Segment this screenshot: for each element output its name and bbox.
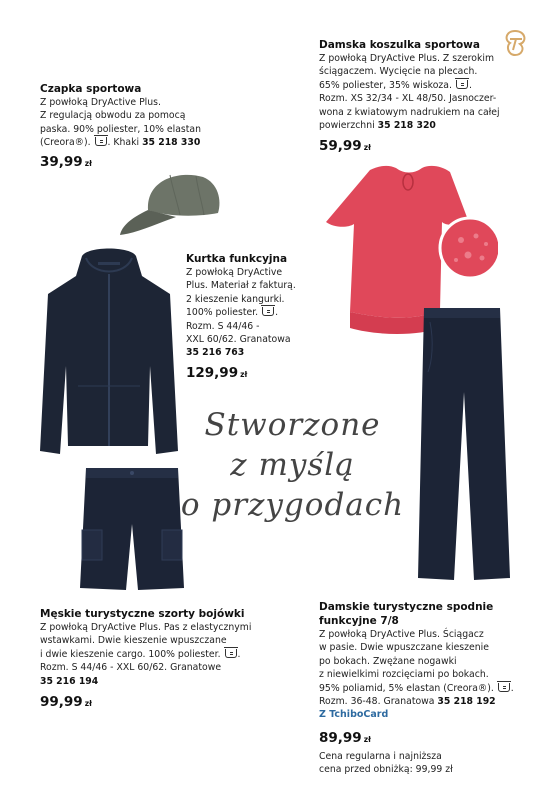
pants-image	[408, 302, 518, 584]
wash-icon	[225, 649, 237, 658]
slogan-line2: z myślą	[230, 447, 355, 483]
pants-info	[319, 600, 544, 777]
jacket-image	[38, 246, 180, 458]
shorts-name: Męskie turystyczne szorty bojówki	[40, 608, 245, 620]
cap-image	[118, 165, 230, 240]
cap-code: 35 218 330	[142, 137, 201, 149]
pants-description: Z powłoką DryActive Plus. Ściągacz w pasie. Dwie wpuszczane kieszenie po bokach. Zwężane nogawki z niewielkimi rozcięciami po bokach. 95% poliamid, 5% elastan (Creora®). . Rozm. 36-48. Granatowa 35 218 192 Z TchiboCard	[319, 628, 544, 722]
jacket-price: 129,99 zł	[186, 364, 248, 381]
pants-price: 89,99 zł	[319, 729, 371, 746]
shirt-description: Z powłoką DryActive Plus. Z szerokim ściągaczem. Wycięcie na plecach. 65% poliester, 35% wiskoza. . Rozm. XS 32/34 - XL 48/50. Jasnoczer- wona z kwiatowym nadrukiem na całej powierzchni 35 218 320	[319, 53, 500, 132]
wash-icon	[262, 307, 274, 316]
shirt-code: 35 218 320	[377, 120, 436, 132]
jacket-name: Kurtka funkcyjna	[186, 253, 288, 265]
shorts-description: Z powłoką DryActive Plus. Pas z elastycznymi wstawkami. Dwie kieszenie wpuszczane i dwie kieszenie cargo. 100% poliester. . Rozm. S 44/46 - XXL 60/62. Granatowe 35 216 194	[40, 621, 280, 688]
cap-info	[40, 82, 240, 172]
wash-icon	[498, 683, 510, 692]
cap-price: 39,99 zł	[40, 153, 92, 170]
cap-description: Z powłoką DryActive Plus. Z regulacją obwodu za pomocą paska. 90% poliester, 10% elastan (Creora®). . Khaki 35 218 330	[40, 97, 202, 149]
wash-icon	[456, 80, 468, 89]
slogan	[170, 405, 415, 525]
shorts-image	[78, 464, 186, 594]
shorts-price: 99,99 zł	[40, 694, 92, 711]
jacket-info	[186, 252, 316, 383]
cap-name: Czapka sportowa	[40, 83, 142, 95]
shirt-info	[319, 38, 519, 156]
pants-code: 35 218 192	[437, 696, 496, 708]
shorts-info	[40, 607, 280, 712]
jacket-code: 35 216 763	[186, 347, 245, 359]
slogan-line3: o przygodach	[180, 487, 405, 523]
wash-icon	[95, 137, 107, 146]
pants-regular-price: Cena regularna i najniższa cena przed obniżką: 99,99 zł	[319, 750, 453, 776]
pants-name: Damskie turystyczne spodnie funkcyjne 7/8	[319, 601, 494, 627]
tchibocard-label: Z TchiboCard	[319, 709, 389, 721]
shirt-price: 59,99 zł	[319, 138, 371, 155]
jacket-description: Z powłoką DryActive Plus. Materiał z fakturą. 2 kieszenie kangurki. 100% poliester. . Rozm. S 44/46 - XXL 60/62. Granatowa 35 216 763	[186, 266, 316, 360]
shorts-code: 35 216 194	[40, 675, 99, 687]
slogan-line1: Stworzone	[204, 407, 381, 443]
shirt-name: Damska koszulka sportowa	[319, 39, 480, 51]
